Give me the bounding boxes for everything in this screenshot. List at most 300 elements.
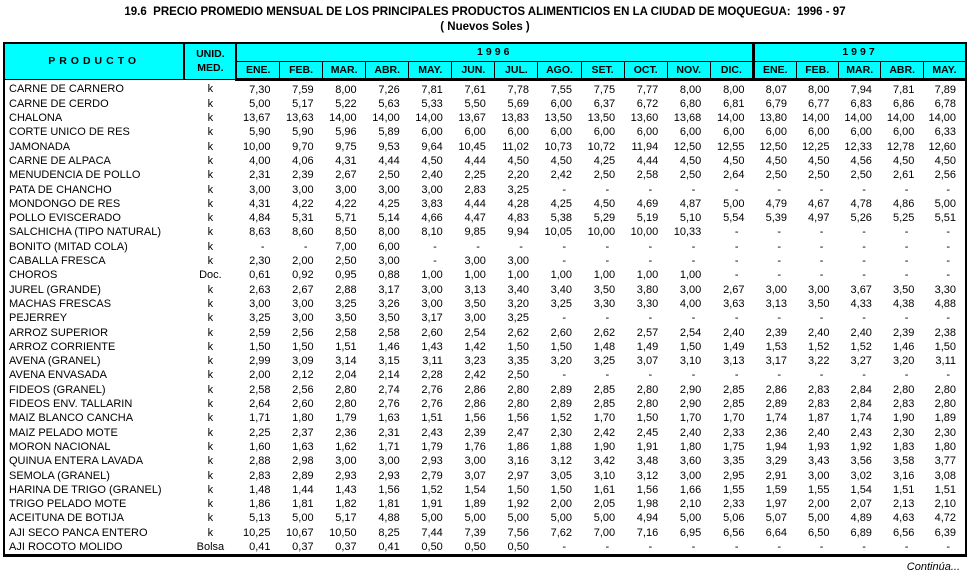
price-cell: 1,54 [464, 483, 486, 496]
product-cell: AJI SECO PANCA ENTERO [9, 526, 148, 539]
price-cell: 3,48 [636, 455, 659, 468]
price-cell: 1,50 [934, 340, 956, 353]
price-cell: 2,00 [292, 255, 314, 268]
price-cell: 5,00 [550, 512, 573, 525]
price-cell: - [946, 240, 950, 253]
price-cell: 5,00 [593, 512, 616, 525]
price-cell: 2,40 [421, 169, 443, 182]
price-cell: 3,42 [593, 455, 616, 468]
price-cell: 2,56 [292, 383, 314, 396]
price-cell: 10,00 [630, 226, 659, 239]
unit-cell: k [207, 455, 214, 468]
price-cell: - [691, 369, 696, 382]
price-cell: 2,56 [934, 169, 956, 182]
price-cell: 0,88 [378, 269, 400, 282]
price-cell: 1,55 [723, 483, 745, 496]
price-cell: 4,97 [808, 212, 830, 225]
price-cell: 2,50 [593, 169, 616, 182]
price-cell: 4,79 [765, 197, 787, 210]
price-cell: 5,63 [378, 97, 400, 110]
unit-cell: Bolsa [196, 541, 225, 553]
price-cell: 7,00 [593, 526, 616, 539]
month-header-1996-abr: ABR. [366, 61, 409, 79]
price-cell: 6,00 [765, 126, 787, 139]
price-cell: 8,00 [808, 83, 830, 96]
price-cell: 1,50 [507, 483, 529, 496]
price-cell: 2,30 [550, 426, 573, 439]
price-cell: 3,20 [892, 355, 915, 368]
price-cell: 7,44 [421, 526, 443, 539]
price-cell: 1,88 [550, 440, 573, 453]
unit-cell: k [207, 512, 214, 525]
price-cell: 5,06 [723, 512, 745, 525]
price-cell: 11,94 [631, 140, 659, 153]
price-cell: 5,29 [593, 212, 616, 225]
product-cell: FIDEOS ENV. TALLARIN [9, 398, 133, 411]
price-cell: 1,50 [636, 412, 659, 425]
price-cell: 10,73 [544, 140, 573, 153]
price-cell: 4,88 [378, 512, 400, 525]
unit-cell: k [207, 255, 214, 268]
price-cell: 2,76 [421, 383, 443, 396]
price-cell: 4,78 [850, 197, 872, 210]
month-header-1996-dic: DIC. [710, 61, 753, 79]
price-cell: - [605, 255, 610, 268]
price-cell: 2,39 [892, 326, 915, 339]
price-cell: 8,00 [335, 83, 357, 96]
price-cell: 6,81 [723, 97, 745, 110]
table-row [4, 240, 966, 254]
price-cell: 3,00 [679, 469, 702, 482]
price-cell: 4,50 [765, 154, 787, 167]
price-cell: 1,56 [507, 412, 529, 425]
price-cell: 3,00 [421, 297, 443, 310]
product-cell: ARROZ SUPERIOR [9, 326, 109, 339]
product-cell: MONDONGO DE RES [9, 197, 121, 210]
price-cell: 11,02 [502, 140, 529, 153]
price-cell: 5,14 [378, 212, 400, 225]
product-cell: HARINA DE TRIGO (GRANEL) [9, 483, 162, 496]
price-cell: 1,46 [892, 340, 915, 353]
price-cell: 1,89 [934, 412, 956, 425]
price-cell: 3,17 [378, 283, 400, 296]
price-cell: 2,42 [550, 169, 573, 182]
title-block [0, 5, 970, 35]
price-cell: 2,83 [892, 398, 915, 411]
price-cell: 4,25 [378, 197, 400, 210]
table-header [4, 43, 966, 79]
price-cell: 2,50 [335, 255, 357, 268]
product-cell: MAIZ PELADO MOTE [9, 426, 118, 439]
product-cell: CABALLA FRESCA [9, 255, 106, 268]
price-cell: 6,77 [808, 97, 830, 110]
price-cell: - [734, 183, 739, 196]
price-cell: 10,00 [587, 226, 616, 239]
price-cell: 1,50 [550, 483, 573, 496]
price-cell: 2,40 [808, 326, 830, 339]
price-cell: 2,93 [378, 469, 400, 482]
price-cell: 1,91 [421, 498, 443, 511]
price-cell: 5,50 [464, 97, 486, 110]
price-cell: 2,85 [593, 383, 616, 396]
price-cell: - [777, 255, 781, 268]
month-header-1996-set: SET. [581, 61, 624, 79]
price-cell: 1,62 [335, 440, 357, 453]
price-cell: 6,00 [550, 97, 573, 110]
price-cell: 4,50 [934, 154, 956, 167]
price-cell: 8,10 [421, 226, 443, 239]
price-cell: 13,60 [630, 112, 659, 125]
table-row [4, 154, 966, 168]
price-cell: 1,81 [292, 498, 314, 511]
price-cell: 14,00 [717, 112, 745, 125]
table-row [4, 340, 966, 354]
price-cell: 1,81 [378, 498, 400, 511]
price-cell: 2,95 [723, 469, 745, 482]
price-cell: 4,00 [249, 154, 271, 167]
price-cell: 0,92 [292, 269, 314, 282]
continues-note: Continúa... [906, 561, 960, 574]
price-cell: 4,88 [934, 297, 956, 310]
product-cell: CARNE DE CARNERO [9, 83, 124, 95]
price-cell: 13,67 [458, 112, 486, 125]
price-cell: 2,76 [378, 398, 400, 411]
price-cell: 1,51 [934, 483, 956, 496]
price-cell: 6,39 [934, 526, 956, 539]
price-cell: - [648, 369, 653, 382]
price-cell: 0,50 [507, 541, 529, 553]
price-cell: 13,50 [587, 112, 616, 125]
price-cell: 2,60 [550, 326, 573, 339]
price-table-body [4, 79, 966, 556]
price-cell: 2,07 [850, 498, 872, 511]
price-cell: 8,50 [335, 226, 357, 239]
price-cell: 2,58 [249, 383, 271, 396]
table-row [4, 197, 966, 211]
price-cell: 2,30 [249, 255, 271, 268]
price-cell: 10,33 [673, 226, 702, 239]
price-cell: 3,00 [421, 283, 443, 296]
price-cell: 2,80 [507, 383, 529, 396]
price-cell: 8,00 [378, 226, 400, 239]
price-cell: 3,43 [808, 455, 830, 468]
price-cell: 2,83 [464, 183, 486, 196]
table-row [4, 211, 966, 225]
product-cell: AVENA (GRANEL) [9, 355, 101, 368]
price-cell: 6,00 [892, 126, 915, 139]
price-cell: 2,33 [723, 426, 745, 439]
price-table [3, 42, 967, 557]
price-cell: 3,11 [935, 355, 956, 368]
price-cell: 4,06 [292, 154, 314, 167]
price-cell: 5,71 [335, 212, 357, 225]
price-cell: - [904, 226, 909, 239]
price-cell: 2,85 [593, 398, 616, 411]
product-cell: CHOROS [9, 269, 58, 282]
price-cell: 2,80 [934, 383, 956, 396]
table-row [4, 454, 966, 468]
price-cell: - [904, 255, 909, 268]
unit-cell: k [207, 212, 214, 225]
price-cell: 2,36 [335, 426, 357, 439]
product-cell: MORON NACIONAL [9, 440, 111, 453]
price-cell: - [303, 240, 308, 253]
price-cell: 2,91 [765, 469, 787, 482]
price-cell: 1,60 [249, 440, 271, 453]
price-cell: - [946, 369, 950, 382]
unit-cell: k [207, 483, 214, 496]
price-cell: 4,22 [292, 197, 314, 210]
price-cell: 4,50 [593, 197, 616, 210]
price-cell: 8,63 [249, 226, 271, 239]
price-cell: 2,04 [335, 369, 357, 382]
price-cell: - [648, 541, 653, 553]
price-cell: 6,00 [550, 126, 573, 139]
price-cell: - [862, 183, 866, 196]
price-cell: 0,37 [335, 541, 357, 553]
price-cell: - [904, 369, 909, 382]
price-cell: 3,16 [507, 455, 529, 468]
price-cell: - [862, 240, 866, 253]
price-cell: 4,50 [507, 154, 529, 167]
price-cell: - [691, 240, 696, 253]
price-cell: - [946, 269, 950, 282]
price-cell: 1,97 [765, 498, 787, 511]
price-cell: - [819, 312, 824, 325]
price-cell: 7,59 [292, 83, 314, 96]
price-cell: 3,00 [378, 455, 400, 468]
year-header-1996: 1996 [236, 43, 753, 61]
price-cell: 12,50 [673, 140, 702, 153]
price-cell: 2,99 [249, 355, 271, 368]
price-cell: 3,00 [808, 283, 830, 296]
price-cell: 4,44 [464, 154, 486, 167]
price-cell: 2,00 [550, 498, 573, 511]
price-cell: - [562, 369, 567, 382]
price-cell: - [605, 369, 610, 382]
price-cell: 12,78 [886, 140, 915, 153]
price-cell: 3,12 [550, 455, 573, 468]
unit-cell: k [207, 369, 214, 382]
price-cell: 4,25 [550, 197, 573, 210]
table-row [4, 311, 966, 325]
price-cell: 1,51 [892, 483, 915, 496]
price-cell: 7,75 [593, 83, 616, 96]
price-cell: - [734, 312, 739, 325]
price-cell: 4,87 [679, 197, 702, 210]
price-cell: 1,48 [593, 340, 616, 353]
price-cell: 4,50 [808, 154, 830, 167]
price-cell: 2,80 [335, 398, 357, 411]
price-cell: 13,67 [242, 112, 271, 125]
price-cell: 2,89 [292, 469, 314, 482]
price-cell: - [519, 240, 523, 253]
price-cell: 3,13 [723, 355, 745, 368]
price-cell: 5,26 [850, 212, 872, 225]
price-cell: 13,50 [544, 112, 573, 125]
price-cell: 1,00 [593, 269, 616, 282]
price-cell: 6,00 [723, 126, 745, 139]
price-cell: - [562, 183, 567, 196]
price-cell: 3,17 [765, 355, 787, 368]
table-row [4, 268, 966, 282]
price-cell: - [648, 183, 653, 196]
price-cell: 6,72 [636, 97, 659, 110]
price-cell: 2,50 [808, 169, 830, 182]
unit-header-line2: MED. [197, 62, 224, 75]
price-cell: 5,31 [292, 212, 314, 225]
price-cell: 2,67 [292, 283, 314, 296]
price-cell: 5,00 [464, 512, 486, 525]
price-cell: 6,80 [679, 97, 702, 110]
price-cell: 2,45 [636, 426, 659, 439]
price-cell: 5,00 [679, 512, 702, 525]
unit-cell: k [207, 226, 214, 239]
price-cell: 1,46 [378, 340, 400, 353]
table-row [4, 511, 966, 525]
price-cell: 2,47 [507, 426, 529, 439]
price-cell: - [777, 312, 781, 325]
price-cell: 2,67 [335, 169, 357, 182]
price-cell: 2,30 [892, 426, 915, 439]
price-cell: 3,25 [593, 355, 616, 368]
price-cell: 2,63 [249, 283, 271, 296]
price-cell: 3,00 [335, 183, 357, 196]
price-cell: - [260, 240, 265, 253]
price-cell: 5,90 [292, 126, 314, 139]
price-cell: 2,00 [249, 369, 271, 382]
table-row [4, 183, 966, 197]
price-cell: 3,35 [723, 455, 745, 468]
product-cell: CHALONA [9, 112, 63, 125]
price-cell: - [605, 240, 610, 253]
price-cell: 4,63 [892, 512, 915, 525]
price-cell: 2,50 [679, 169, 702, 182]
price-cell: 3,26 [378, 297, 400, 310]
product-cell: CARNE DE ALPACA [9, 154, 111, 167]
price-cell: 3,58 [892, 455, 915, 468]
product-cell: QUINUA ENTERA LAVADA [9, 455, 144, 468]
price-cell: - [734, 269, 739, 282]
price-cell: 1,75 [723, 440, 745, 453]
product-cell: MAIZ BLANCO CANCHA [9, 412, 134, 425]
price-cell: 3,14 [335, 355, 357, 368]
price-cell: 3,08 [934, 469, 956, 482]
price-cell: 4,94 [636, 512, 659, 525]
price-cell: 2,33 [723, 498, 745, 511]
price-cell: 2,80 [934, 398, 956, 411]
table-row [4, 225, 966, 239]
price-cell: 3,60 [679, 455, 702, 468]
price-cell: 2,90 [679, 383, 702, 396]
price-cell: 7,89 [934, 83, 956, 96]
price-cell: 3,10 [679, 355, 702, 368]
year-header-1997: 1997 [754, 43, 966, 61]
price-cell: 3,27 [850, 355, 872, 368]
price-cell: - [819, 240, 824, 253]
price-cell: 3,25 [249, 312, 271, 325]
price-cell: - [904, 240, 909, 253]
price-cell: 2,88 [249, 455, 271, 468]
price-cell: 2,13 [892, 498, 915, 511]
price-cell: 3,00 [335, 455, 357, 468]
price-cell: - [862, 369, 866, 382]
price-cell: 3,80 [636, 283, 659, 296]
price-cell: 1,74 [765, 412, 787, 425]
page-title: 19.6 PRECIO PROMEDIO MENSUAL DE LOS PRINCIPALES PRODUCTOS ALIMENTICIOS EN LA CIUDAD DE MOQUEGUA: 1996 - 97 [124, 6, 846, 18]
product-cell: CORTE UNICO DE RES [9, 126, 130, 139]
price-cell: - [904, 269, 909, 282]
price-cell: 1,52 [808, 340, 830, 353]
price-cell: 7,00 [335, 240, 357, 253]
price-cell: 2,25 [464, 169, 486, 182]
price-cell: 2,58 [636, 169, 659, 182]
price-cell: 10,72 [587, 140, 616, 153]
price-cell: 4,28 [507, 197, 529, 210]
price-cell: 14,00 [801, 112, 830, 125]
price-cell: 0,61 [249, 269, 271, 282]
product-cell: PEJERREY [9, 312, 68, 325]
price-cell: 8,60 [292, 226, 314, 239]
month-header-1996-jun: JUN. [452, 61, 495, 79]
unit-cell: k [207, 83, 214, 95]
price-cell: 13,80 [759, 112, 787, 125]
table-row [4, 540, 966, 556]
table-row [4, 526, 966, 540]
price-cell: 3,25 [507, 312, 529, 325]
price-cell: 1,89 [464, 498, 486, 511]
price-cell: 4,67 [808, 197, 830, 210]
price-cell: 1,54 [850, 483, 872, 496]
price-cell: 6,00 [378, 240, 400, 253]
price-cell: 4,83 [507, 212, 529, 225]
price-cell: 14,00 [329, 112, 357, 125]
product-cell: AVENA ENVASADA [9, 369, 108, 382]
price-cell: 3,25 [507, 183, 529, 196]
price-cell: 7,81 [421, 83, 443, 96]
price-cell: 0,37 [292, 541, 314, 553]
price-cell: 5,00 [292, 512, 314, 525]
price-cell: 2,42 [464, 369, 486, 382]
unit-cell: k [207, 426, 214, 439]
price-cell: 14,00 [886, 112, 915, 125]
price-cell: - [819, 226, 824, 239]
unit-cell: k [207, 340, 214, 353]
price-cell: 6,89 [850, 526, 872, 539]
price-cell: 1,86 [507, 440, 529, 453]
price-cell: 2,83 [808, 398, 830, 411]
price-cell: 10,00 [242, 140, 271, 153]
price-cell: - [562, 541, 567, 553]
price-cell: 3,50 [335, 312, 357, 325]
price-cell: 4,56 [850, 154, 872, 167]
price-cell: 3,50 [464, 297, 486, 310]
price-cell: - [734, 226, 739, 239]
price-cell: 3,00 [464, 455, 486, 468]
price-cell: 3,13 [765, 297, 787, 310]
price-cell: 6,33 [934, 126, 956, 139]
price-cell: 1,56 [464, 412, 486, 425]
price-cell: 1,71 [378, 440, 400, 453]
price-cell: 2,05 [593, 498, 616, 511]
price-cell: 2,89 [765, 398, 787, 411]
price-cell: 3,35 [507, 355, 529, 368]
price-cell: 2,59 [249, 326, 271, 339]
price-cell: 4,31 [335, 154, 357, 167]
price-cell: 14,00 [844, 112, 872, 125]
price-cell: 2,80 [636, 398, 659, 411]
price-cell: 2,50 [765, 169, 787, 182]
